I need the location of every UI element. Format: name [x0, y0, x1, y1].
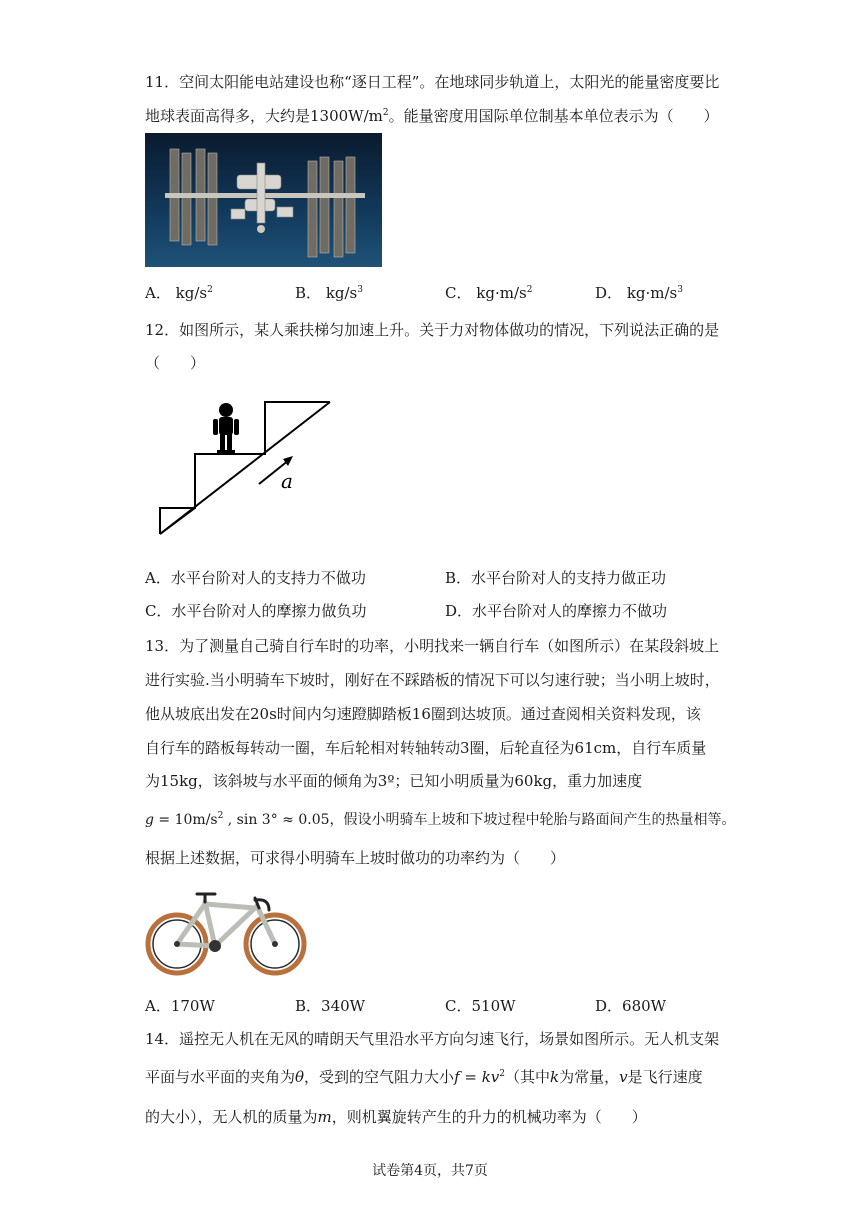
q11-option-c[interactable]: C． $kg\cdot m/s^2$ [445, 284, 533, 302]
q13-question-line: 根据上述数据，可求得小明骑车上坡时做功的功率约为（ ） [145, 849, 566, 867]
q11-option-b[interactable]: B． $kg/s^3$ [295, 284, 363, 302]
q13-option-b[interactable]: B．340W [295, 997, 366, 1015]
q11-line1: 11．空间太阳能电站建设也称“逐日工程”。在地球同步轨道上，太阳光的能量密度要比 [145, 73, 720, 91]
q12-line1: 12．如图所示，某人乘扶梯匀加速上升。关于力对物体做功的情况，下列说法正确的是 [145, 321, 720, 339]
escalator-diagram [155, 396, 340, 541]
person-icon [213, 403, 239, 454]
q13-formula-line: $g = 10m/s^2$ , sin 3° ≈ 0.05，假设小明骑车上坡和下坡过程中轮胎与路面间产生的热量相等。 [145, 811, 736, 828]
q13-option-a[interactable]: A．170W [145, 997, 215, 1015]
q12-option-d[interactable]: D．水平台阶对人的摩擦力不做功 [445, 602, 668, 620]
page-footer: 试卷第4页，共7页 [372, 1163, 488, 1179]
q12-option-a[interactable]: A．水平台阶对人的支持力不做功 [145, 569, 366, 587]
q13-option-d[interactable]: D．680W [595, 997, 667, 1015]
q13-line5: 为15kg，该斜坡与水平面的倾角为3º；已知小明质量为60kg，重力加速度 [145, 772, 643, 790]
q11-line2: 地球表面高得多，大约是$1300W/m^2$。能量密度用国际单位制基本单位表示为（ ） [145, 107, 719, 125]
q11-option-a[interactable]: A． $kg/s^2$ [145, 284, 213, 302]
q13-line4: 自行车的踏板每转动一圈，车后轮相对转轴转动3圈，后轮直径为61cm，自行车质量 [145, 739, 707, 757]
q12-option-c[interactable]: C．水平台阶对人的摩擦力做负功 [145, 602, 367, 620]
q13-line1: 13．为了测量自己骑自行车时的功率，小明找来一辆自行车（如图所示）在某段斜坡上 [145, 637, 720, 655]
q12-option-b[interactable]: B．水平台阶对人的支持力做正功 [445, 569, 667, 587]
q14-line1: 14．遥控无人机在无风的晴朗天气里沿水平方向匀速飞行，场景如图所示。无人机支架 [145, 1030, 720, 1048]
q12-line2: （ ） [145, 354, 206, 372]
acceleration-label: a [281, 469, 293, 493]
q14-line2: 平面与水平面的夹角为θ，受到的空气阻力大小$f = kv^2$（其中k为常量，v是飞行速度 [145, 1068, 703, 1086]
bicycle-photo [145, 880, 308, 980]
q13-line2: 进行实验.当小明骑车下坡时，刚好在不踩踏板的情况下可以匀速行驶；当小明上坡时， [145, 671, 720, 689]
q13-option-c[interactable]: C．510W [445, 997, 516, 1015]
q13-line3: 他从坡底出发在20s时间内匀速蹬脚踏板16圈到达坡顶。通过查阅相关资料发现，该 [145, 705, 701, 723]
space-station-photo [145, 133, 382, 267]
q14-line3: 的大小），无人机的质量为m，则机翼旋转产生的升力的机械功率为（ ） [145, 1108, 647, 1126]
q11-option-d[interactable]: D． $kg\cdot m/s^3$ [595, 284, 683, 302]
